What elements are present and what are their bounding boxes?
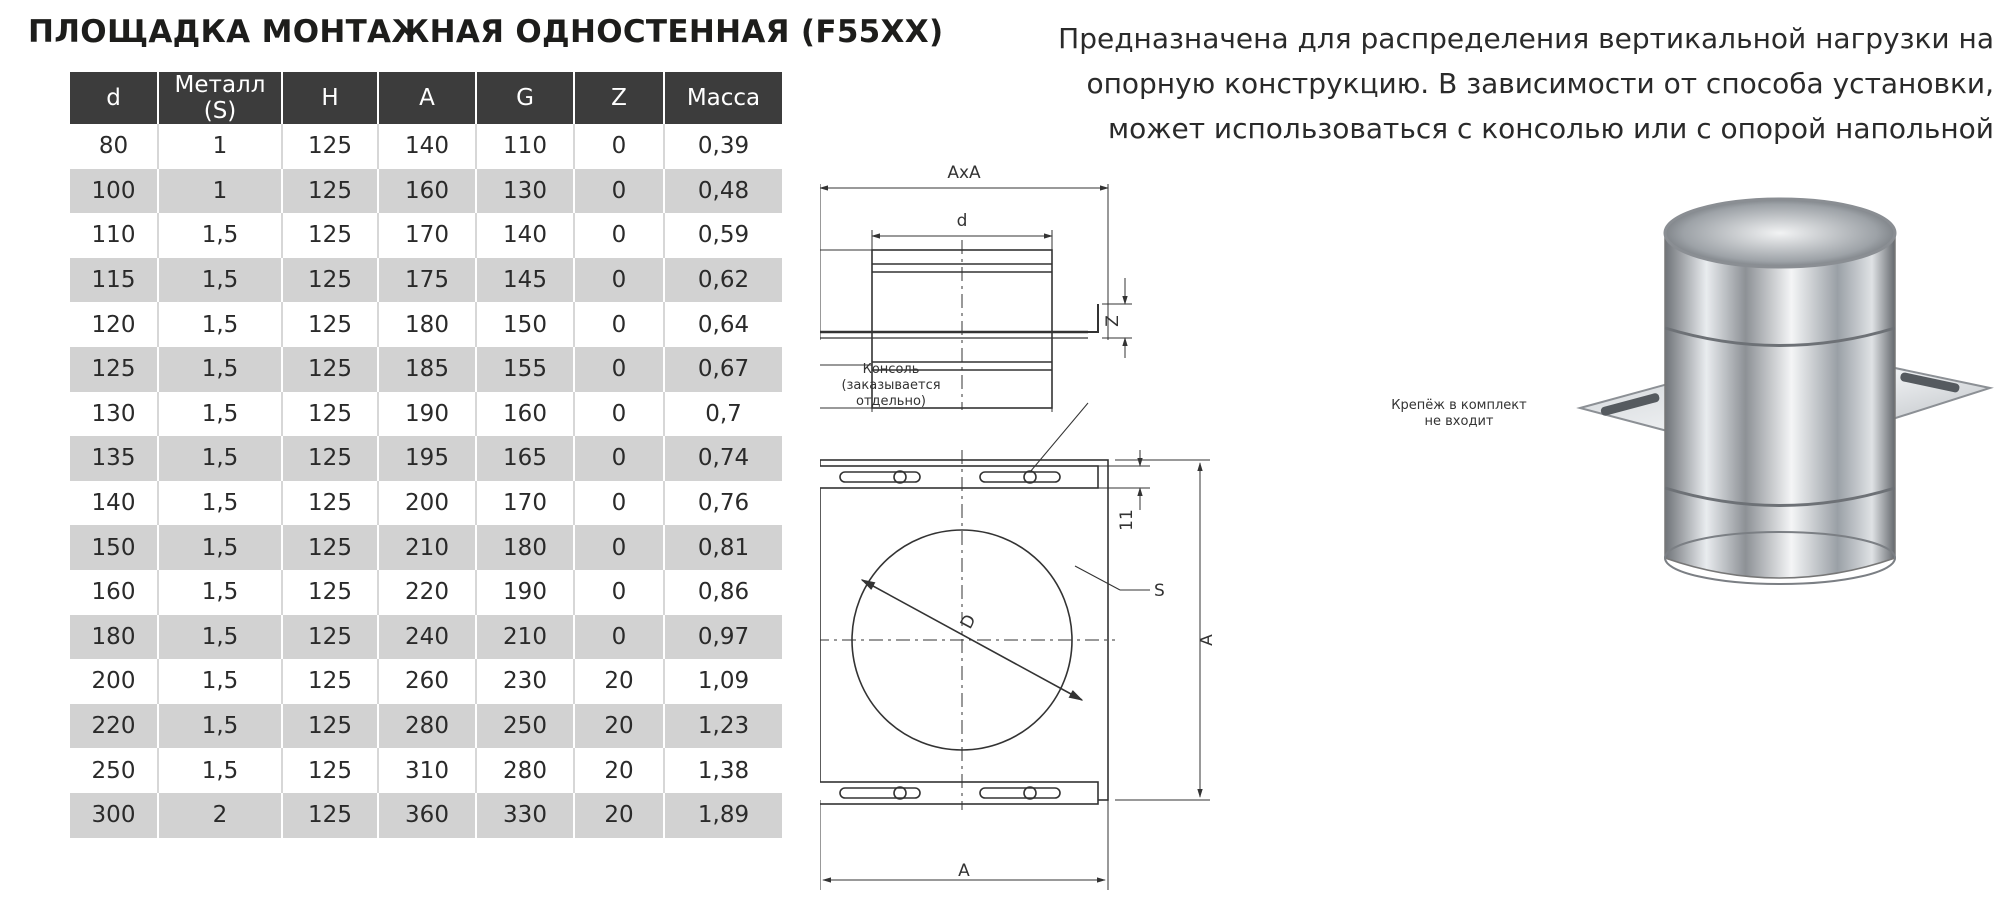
cell-h: 125 <box>282 570 378 615</box>
cell-g: 150 <box>476 302 574 347</box>
cell-a: 185 <box>378 347 476 392</box>
cell-g: 170 <box>476 481 574 526</box>
cell-mass: 1,23 <box>664 704 782 749</box>
spec-table <box>70 72 782 838</box>
cell-a: 210 <box>378 525 476 570</box>
cell-g: 250 <box>476 704 574 749</box>
cell-metal: 1 <box>158 169 282 214</box>
cell-metal: 1,5 <box>158 748 282 793</box>
cell-metal: 1,5 <box>158 704 282 749</box>
cell-h: 125 <box>282 213 378 258</box>
table-row <box>70 481 782 526</box>
table-row <box>70 302 782 347</box>
cell-mass: 0,7 <box>664 392 782 437</box>
cell-z: 0 <box>574 615 664 660</box>
cell-mass: 0,74 <box>664 436 782 481</box>
table-row <box>70 659 782 704</box>
cell-z: 20 <box>574 748 664 793</box>
cell-metal: 1,5 <box>158 347 282 392</box>
pipe-body <box>1665 233 1895 578</box>
cell-d: 110 <box>70 213 158 258</box>
cell-g: 280 <box>476 748 574 793</box>
column-header-metal: Металл (S) <box>158 72 282 124</box>
column-header-d: d <box>70 72 158 124</box>
cell-z: 0 <box>574 392 664 437</box>
cell-mass: 1,89 <box>664 793 782 838</box>
cell-metal: 1,5 <box>158 570 282 615</box>
dim-label-axa: AxA <box>947 163 981 183</box>
cell-h: 125 <box>282 258 378 303</box>
cell-h: 125 <box>282 793 378 838</box>
cell-g: 140 <box>476 213 574 258</box>
cell-h: 125 <box>282 124 378 169</box>
cell-d: 250 <box>70 748 158 793</box>
cell-d: 200 <box>70 659 158 704</box>
cell-metal: 1 <box>158 124 282 169</box>
cell-z: 0 <box>574 481 664 526</box>
dim-label-diameter: D <box>956 611 981 633</box>
fastener-callout-label <box>1364 398 1554 430</box>
technical-drawing <box>820 160 1560 895</box>
cell-mass: 0,97 <box>664 615 782 660</box>
cell-z: 0 <box>574 436 664 481</box>
dim-label-s: S <box>1154 581 1165 601</box>
cell-mass: 0,62 <box>664 258 782 303</box>
table-row <box>70 704 782 749</box>
cell-d: 120 <box>70 302 158 347</box>
cell-z: 20 <box>574 704 664 749</box>
cell-g: 210 <box>476 615 574 660</box>
cell-g: 165 <box>476 436 574 481</box>
cell-h: 125 <box>282 659 378 704</box>
cell-a: 240 <box>378 615 476 660</box>
description-line: Предназначена для распределения вертикальной нагрузки на <box>1058 22 1994 55</box>
cell-h: 125 <box>282 748 378 793</box>
cell-metal: 1,5 <box>158 258 282 303</box>
cell-a: 160 <box>378 169 476 214</box>
column-header-z: Z <box>574 72 664 124</box>
cell-g: 155 <box>476 347 574 392</box>
table-row <box>70 793 782 838</box>
cell-h: 125 <box>282 392 378 437</box>
cell-z: 20 <box>574 793 664 838</box>
cell-a: 360 <box>378 793 476 838</box>
cell-d: 100 <box>70 169 158 214</box>
cell-a: 220 <box>378 570 476 615</box>
page-title: ПЛОЩАДКА МОНТАЖНАЯ ОДНОСТЕННАЯ (F55XX) <box>28 14 944 50</box>
cell-a: 280 <box>378 704 476 749</box>
cell-z: 0 <box>574 302 664 347</box>
fastener-text-line: не входит <box>1424 414 1494 429</box>
table-row <box>70 570 782 615</box>
cell-mass: 0,81 <box>664 525 782 570</box>
console-callout-label <box>826 362 956 410</box>
cell-a: 140 <box>378 124 476 169</box>
pipe-opening <box>1665 199 1895 267</box>
cell-mass: 0,67 <box>664 347 782 392</box>
cell-g: 230 <box>476 659 574 704</box>
cell-z: 0 <box>574 347 664 392</box>
table-row <box>70 436 782 481</box>
cell-metal: 1,5 <box>158 302 282 347</box>
cell-d: 125 <box>70 347 158 392</box>
cell-g: 160 <box>476 392 574 437</box>
console-callout <box>820 355 821 356</box>
cell-a: 200 <box>378 481 476 526</box>
cell-mass: 0,64 <box>664 302 782 347</box>
cell-d: 130 <box>70 392 158 437</box>
cell-d: 135 <box>70 436 158 481</box>
table-row <box>70 258 782 303</box>
console-text-line: отдельно) <box>855 394 926 409</box>
cell-a: 170 <box>378 213 476 258</box>
dim-label-a-right: A <box>1197 634 1217 646</box>
cell-g: 180 <box>476 525 574 570</box>
cell-metal: 1,5 <box>158 525 282 570</box>
cell-a: 310 <box>378 748 476 793</box>
cell-mass: 0,86 <box>664 570 782 615</box>
cell-a: 260 <box>378 659 476 704</box>
cell-d: 180 <box>70 615 158 660</box>
cell-d: 150 <box>70 525 158 570</box>
cell-metal: 1,5 <box>158 436 282 481</box>
cell-metal: 2 <box>158 793 282 838</box>
cell-mass: 0,48 <box>664 169 782 214</box>
fastener-text-line: Крепёж в комплект <box>1391 398 1527 413</box>
dim-label-a-bottom: A <box>958 861 970 881</box>
cell-mass: 1,09 <box>664 659 782 704</box>
dim-label-11: 11 <box>1117 509 1137 531</box>
cell-a: 180 <box>378 302 476 347</box>
table-row <box>70 213 782 258</box>
cell-z: 0 <box>574 213 664 258</box>
product-description <box>994 16 1994 151</box>
column-header-h: H <box>282 72 378 124</box>
console-text-line: Консоль <box>862 362 920 377</box>
cell-metal: 1,5 <box>158 392 282 437</box>
console-text-line: (заказывается <box>841 378 941 393</box>
cell-z: 20 <box>574 659 664 704</box>
cell-metal: 1,5 <box>158 615 282 660</box>
column-header-g: G <box>476 72 574 124</box>
cell-h: 125 <box>282 436 378 481</box>
cell-z: 0 <box>574 258 664 303</box>
cell-z: 0 <box>574 525 664 570</box>
dim-label-d: d <box>956 211 968 231</box>
table-row <box>70 748 782 793</box>
column-header-a: A <box>378 72 476 124</box>
cell-mass: 0,59 <box>664 213 782 258</box>
description-line: опорную конструкцию. В зависимости от способа установки, <box>1086 67 1994 100</box>
cell-h: 125 <box>282 525 378 570</box>
product-photo <box>1570 178 2010 618</box>
cell-d: 300 <box>70 793 158 838</box>
cell-metal: 1,5 <box>158 481 282 526</box>
cell-d: 220 <box>70 704 158 749</box>
dim-label-z: Z <box>1103 315 1123 327</box>
column-header-mass: Масса <box>664 72 782 124</box>
cell-a: 175 <box>378 258 476 303</box>
table-row <box>70 525 782 570</box>
table-row <box>70 347 782 392</box>
cell-a: 190 <box>378 392 476 437</box>
cell-d: 80 <box>70 124 158 169</box>
plan-view <box>820 400 1210 890</box>
table-header-row <box>70 72 782 124</box>
cell-d: 115 <box>70 258 158 303</box>
table-row <box>70 392 782 437</box>
cell-metal: 1,5 <box>158 213 282 258</box>
cell-h: 125 <box>282 169 378 214</box>
description-line: может использоваться с консолью или с опорой напольной <box>1107 112 1994 145</box>
cell-g: 330 <box>476 793 574 838</box>
cell-h: 125 <box>282 302 378 347</box>
cell-h: 125 <box>282 615 378 660</box>
cell-z: 0 <box>574 570 664 615</box>
table-body <box>70 124 782 838</box>
table-row <box>70 169 782 214</box>
cell-g: 110 <box>476 124 574 169</box>
cell-d: 140 <box>70 481 158 526</box>
cell-mass: 0,76 <box>664 481 782 526</box>
table-row <box>70 124 782 169</box>
cell-a: 195 <box>378 436 476 481</box>
cell-g: 190 <box>476 570 574 615</box>
cell-z: 0 <box>574 169 664 214</box>
cell-h: 125 <box>282 481 378 526</box>
cell-mass: 1,38 <box>664 748 782 793</box>
cell-h: 125 <box>282 347 378 392</box>
cell-h: 125 <box>282 704 378 749</box>
cell-g: 145 <box>476 258 574 303</box>
cell-mass: 0,39 <box>664 124 782 169</box>
cell-g: 130 <box>476 169 574 214</box>
cell-z: 0 <box>574 124 664 169</box>
table-row <box>70 615 782 660</box>
cell-metal: 1,5 <box>158 659 282 704</box>
cell-d: 160 <box>70 570 158 615</box>
